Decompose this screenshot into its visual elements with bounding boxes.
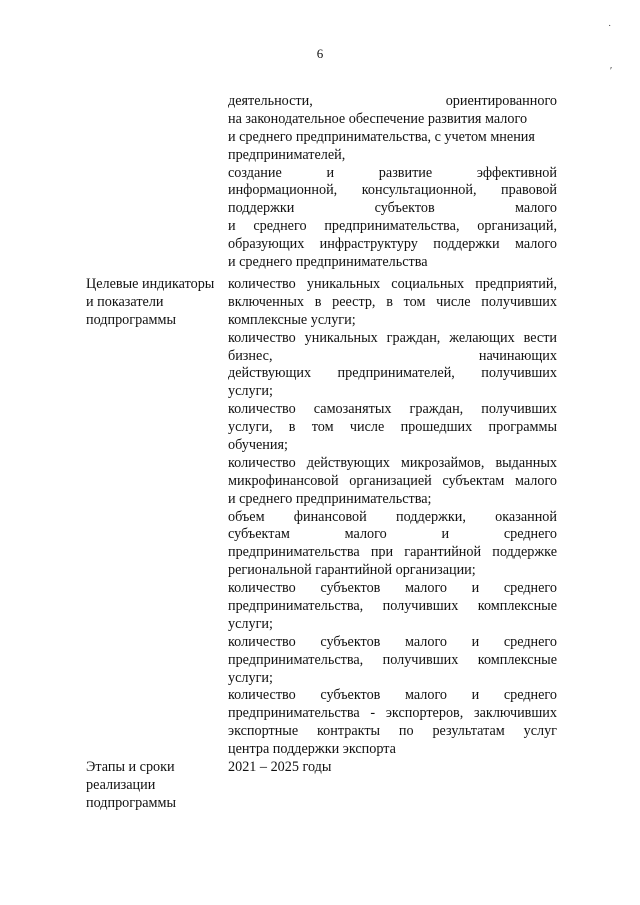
text-line: обучения; [228, 437, 288, 454]
text-line: микрофинансовой организацией субъектам малого [228, 472, 557, 489]
text-line: предпринимательства, получивших комплексные [228, 598, 557, 615]
section-label-line: подпрограммы [86, 311, 176, 328]
text-line: действующих предпринимателей, получивших [228, 365, 557, 382]
text-line: количество самозанятых граждан, получивших [228, 401, 557, 418]
text-line: услуги; [228, 615, 273, 632]
text-line: количество уникальных граждан, желающих вести [228, 329, 557, 346]
text-line: деятельности, ориентированного [228, 93, 557, 109]
section-stages-content [228, 759, 557, 777]
text-line: и среднего предпринимательства [228, 254, 428, 271]
text-line: услуги, в том числе прошедших программы [228, 419, 557, 436]
text-line: услуги; [228, 669, 273, 686]
text-line: на законодательное обеспечение развития малого [228, 110, 528, 127]
text-line: образующих инфраструктуру поддержки малого [228, 236, 557, 253]
text-line: объем финансовой поддержки, оказанной [228, 508, 557, 525]
text-line: экспортные контракты по результатам услуг [228, 723, 557, 740]
text-line: субъектам малого и среднего [228, 526, 557, 543]
text-line: количество субъектов малого и среднего [228, 633, 557, 650]
text-line: количество субъектов малого и среднего [228, 687, 557, 704]
scan-mark: ′ [610, 66, 613, 77]
section-label-line: Этапы и сроки [86, 759, 175, 775]
scan-mark: ˙ [608, 24, 612, 35]
text-line: и среднего предпринимательства; [228, 490, 432, 507]
text-line: предпринимательства, получивших комплексные [228, 651, 557, 668]
section-label-line: подпрограммы [86, 794, 176, 811]
text-line: включенных в реестр, в том числе получивших [228, 293, 557, 310]
text-line: предпринимательства при гарантийной поддержке [228, 544, 557, 561]
text-line: 2021 – 2025 годы [228, 759, 332, 775]
text-line: предпринимателей, [228, 146, 346, 163]
text-line: и среднего предпринимательства, организаций, [228, 218, 557, 235]
section-indicators-label [86, 276, 226, 330]
section-stages-label [86, 759, 226, 813]
text-line: комплексные услуги; [228, 311, 356, 328]
section-continuation-content [228, 93, 557, 272]
section-label-line: Целевые индикаторы [86, 276, 215, 292]
text-line: региональной гарантийной организации; [228, 562, 476, 579]
text-line: количество действующих микрозаймов, выданных [228, 454, 557, 471]
text-line: поддержки субъектов малого [228, 200, 557, 217]
text-line: центра поддержки экспорта [228, 741, 396, 758]
text-line: количество субъектов малого и среднего [228, 580, 557, 597]
section-label-line: и показатели [86, 293, 164, 310]
text-line: предпринимательства - экспортеров, заключивших [228, 705, 557, 722]
page-number: 6 [316, 46, 324, 61]
section-indicators-content [228, 276, 557, 759]
section-label-line: реализации [86, 776, 156, 793]
text-line: услуги; [228, 383, 273, 400]
text-line: количество уникальных социальных предприятий, [228, 276, 557, 292]
text-line: создание и развитие эффективной [228, 164, 557, 181]
text-line: информационной, консультационной, правовой [228, 182, 557, 199]
text-line: бизнес, начинающих [228, 347, 557, 364]
text-line: и среднего предпринимательства, с учетом мнения [228, 128, 535, 145]
